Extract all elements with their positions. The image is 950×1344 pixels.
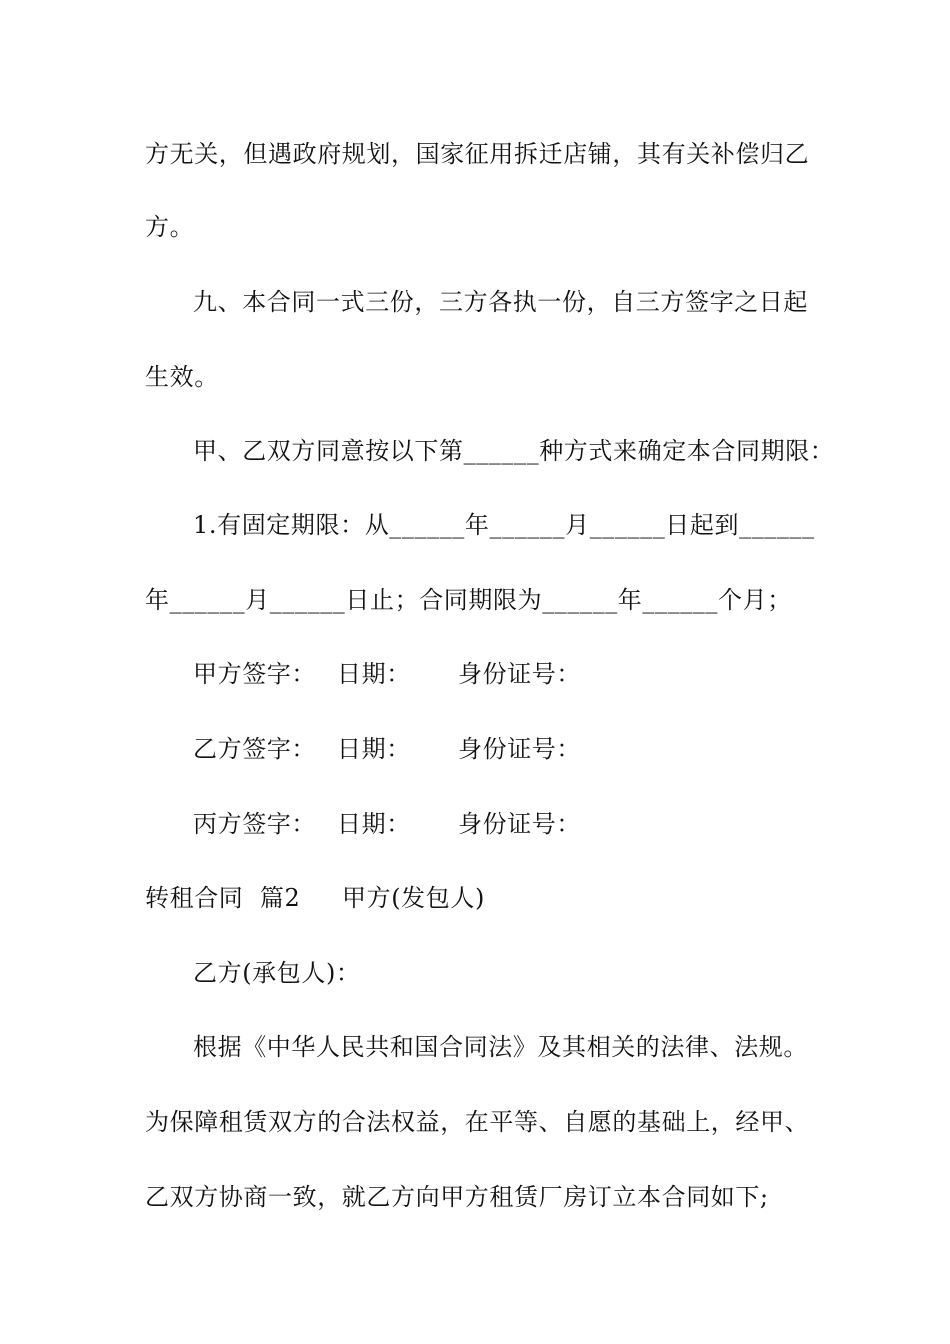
text-line: 根据《中华人民共和国合同法》及其相关的法律、法规。 <box>193 1033 808 1061</box>
section-heading: 转租合同 篇2 <box>145 884 301 912</box>
signature-label-party-c: 丙方签字： <box>193 810 316 838</box>
text-line: 生效。 <box>145 363 219 391</box>
id-number-label: 身份证号： <box>458 735 581 763</box>
party-b-label: 乙方(承包人)： <box>193 959 361 987</box>
text-line: 乙双方协商一致，就乙方向甲方租赁厂房订立本合同如下; <box>145 1183 769 1211</box>
text-line: 甲、乙双方同意按以下第______种方式来确定本合同期限： <box>193 437 835 465</box>
text-line: 年______月______日止；合同期限为______年______个月； <box>145 586 792 614</box>
id-number-label: 身份证号： <box>458 810 581 838</box>
date-label: 日期： <box>337 810 411 838</box>
text-line: 方。 <box>145 213 195 241</box>
text-line: 九、本合同一式三份，三方各执一份，自三方签字之日起 <box>193 288 808 316</box>
date-label: 日期： <box>337 660 411 688</box>
party-a-label: 甲方(发包人) <box>342 884 485 912</box>
signature-label-party-b: 乙方签字： <box>193 735 316 763</box>
text-line: 方无关，但遇政府规划，国家征用拆迁店铺，其有关补偿归乙 <box>145 140 810 168</box>
text-line: 为保障租赁双方的合法权益，在平等、自愿的基础上，经甲、 <box>145 1108 810 1136</box>
text-line: 1.有固定期限：从______年______月______日起到______ <box>193 511 815 539</box>
id-number-label: 身份证号： <box>458 660 581 688</box>
date-label: 日期： <box>337 735 411 763</box>
signature-label-party-a: 甲方签字： <box>193 660 316 688</box>
